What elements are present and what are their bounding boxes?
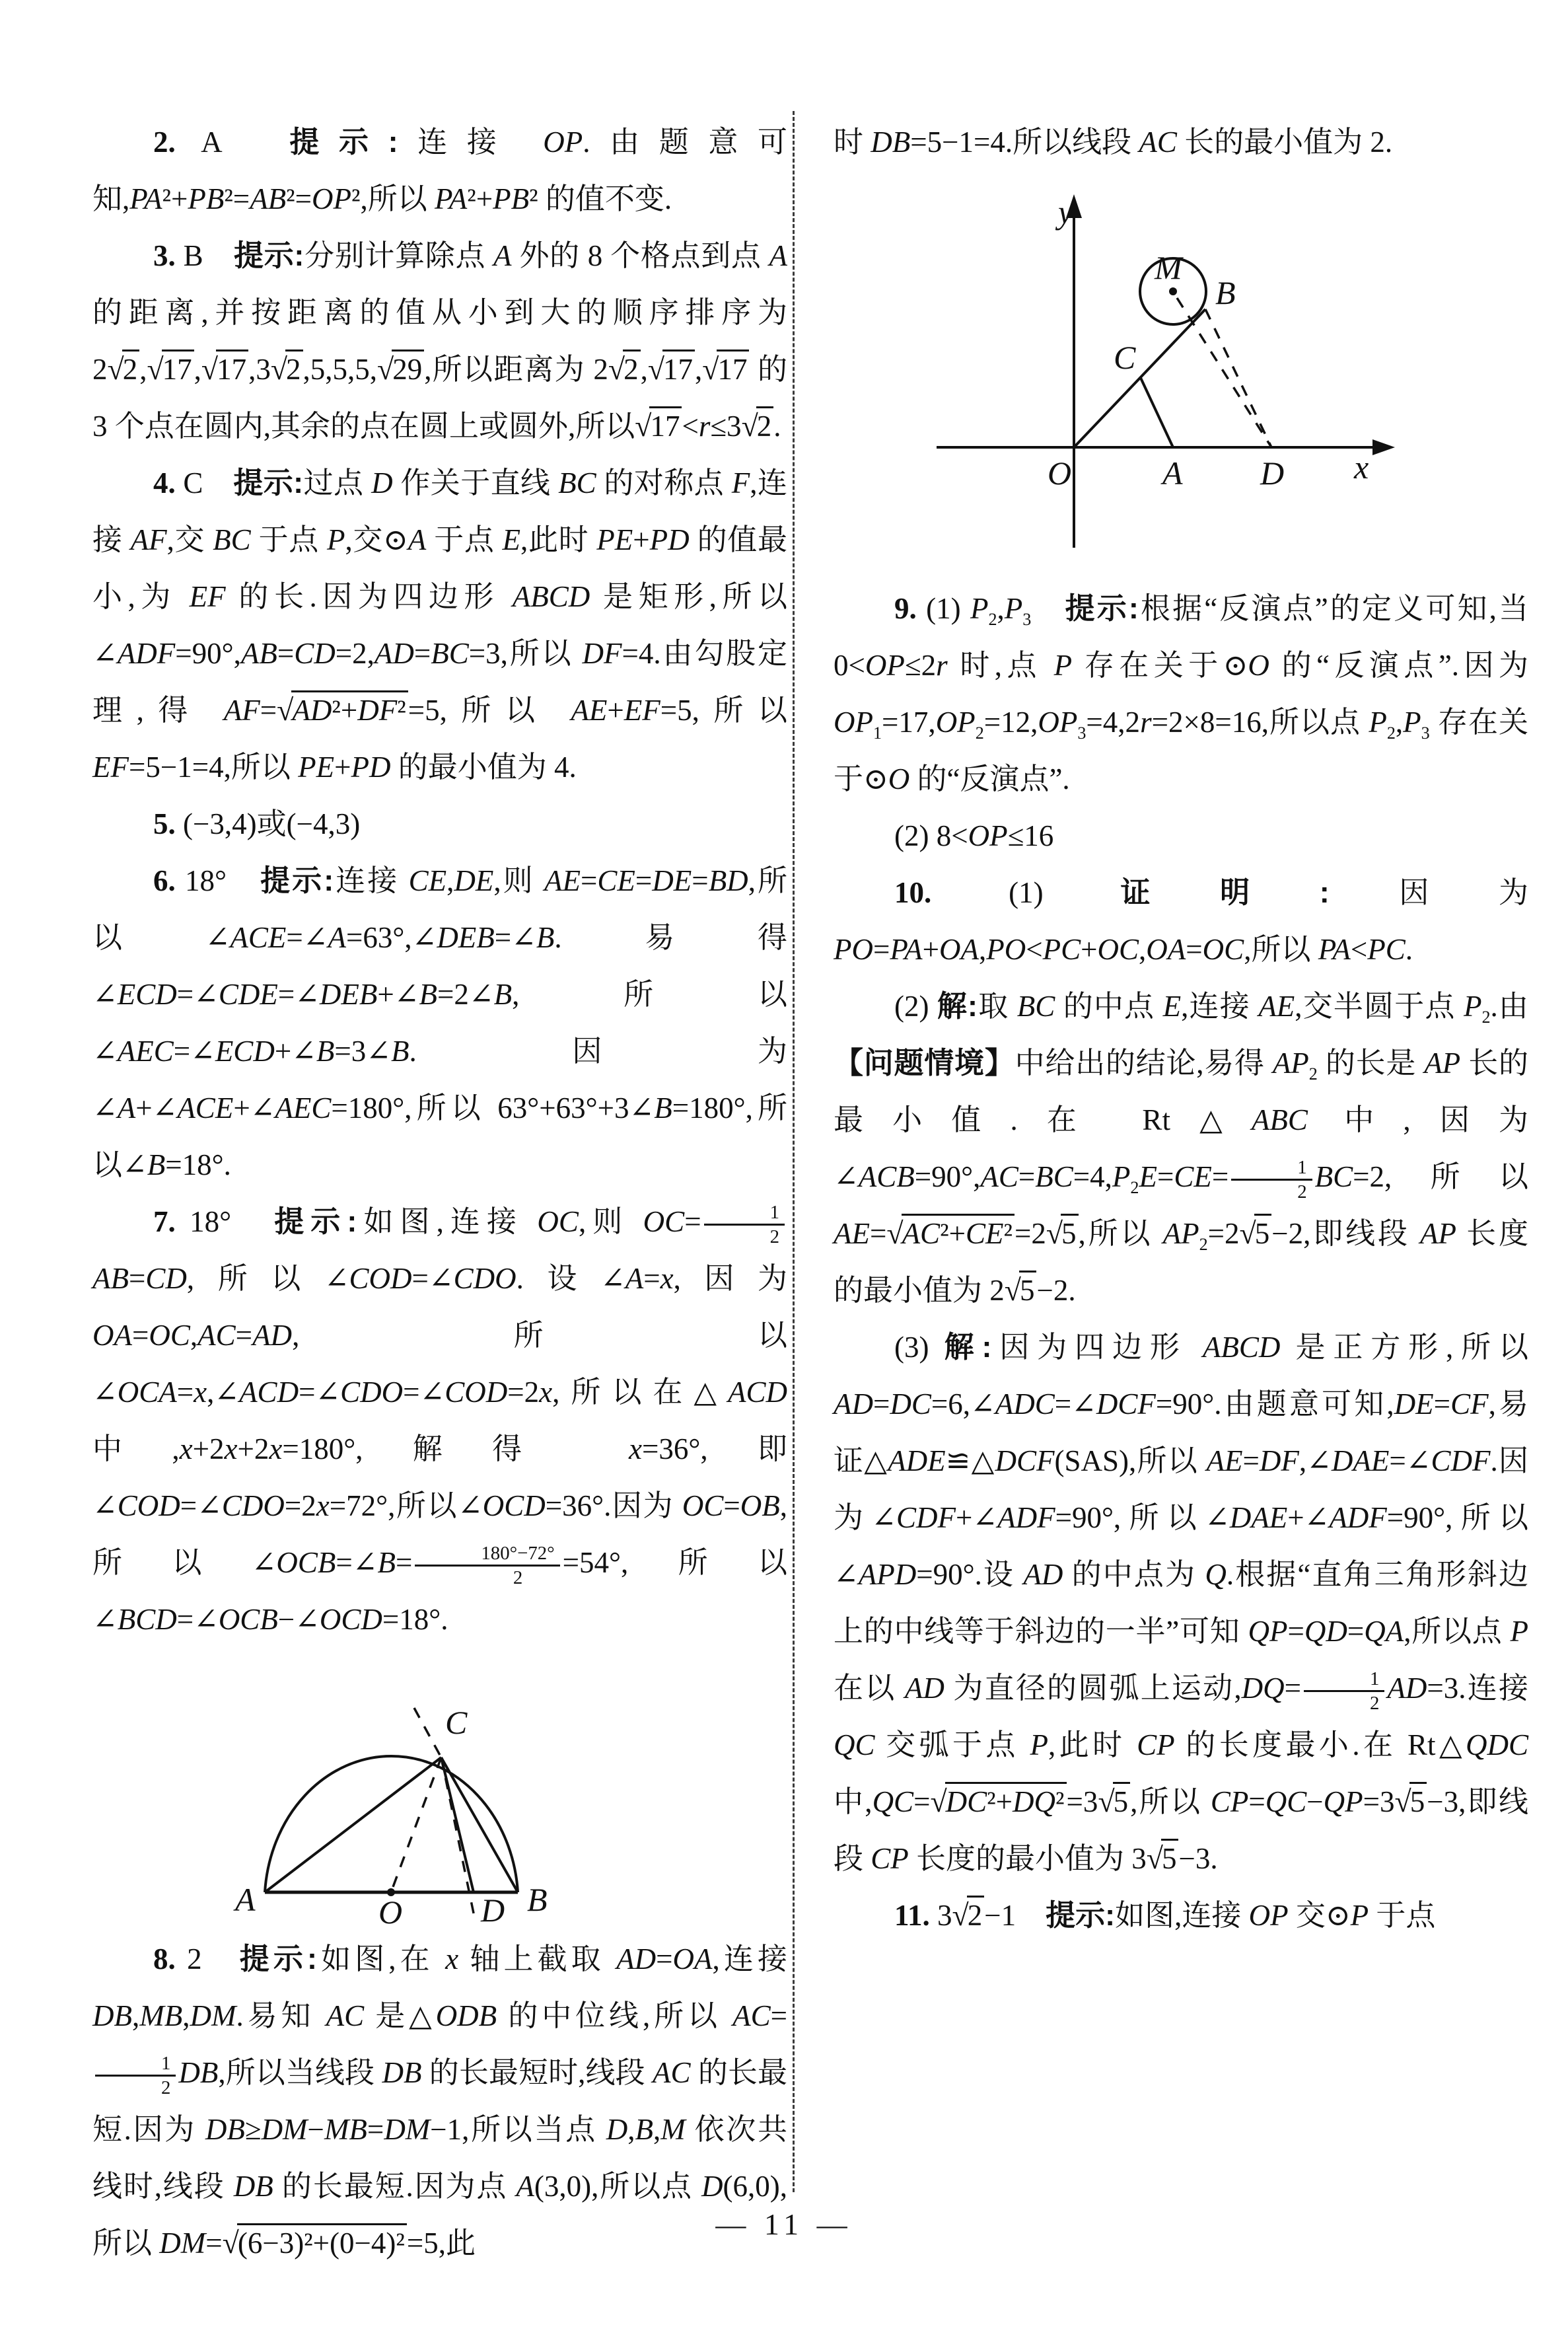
answer-10-part3: (3) 解:因为四边形 ABCD 是正方形,所以 AD=DC=6,∠ADC=∠DCF=90°.由题意可知,DE=CF,易证△ADE≌△DCF(SAS),所以 AE=DF,∠DAE=∠CDF.因为∠CDF+∠ADF=90°,所以∠DAE+∠ADF=90°,所以∠APD=90°.设 AD 的中点为 Q.根据“直角三角形斜边上的中线等于斜边的一半”可知 QP=QD=QA,所以点 P 在以 AD 为直径的圆弧上运动,DQ= $\frac{1}{2}$ AD=3.连接 QC 交弧于点 P,此时 CP 的长度最小.在 Rt△QDC 中,QC=√DC²+DQ²=3√5,所以 CP=QC−QP=3√5−3,即线段 CP 长度的最小值为 3√5−3. bbox=[834, 1330, 1528, 1875]
column-divider bbox=[793, 111, 795, 2192]
dashed-BD bbox=[1205, 309, 1271, 447]
label-D: D bbox=[1260, 455, 1285, 492]
answer-9: 9. (1) $P_2,P_3$ 提示:根据“反演点”的定义可知,当 0<OP≤2r 时,点 P 存在关于⊙O 的“反演点”.因为 $OP_1=17,OP_2=12,OP_3=4,2r=2\times 8=16$,所以点 $P_2,P_3$ 存在关于⊙O 的“反演点”. bbox=[834, 591, 1528, 795]
label-B: B bbox=[1215, 274, 1236, 311]
answer-8: 8. 2 提示:如图,在 x 轴上截取 AD=OA,连接 DB,MB,DM.易知 AC 是△ODB 的中位线,所以 AC= $\frac{1}{2}$ DB,所以当线段 DB 的长最短时,线段 AC 的长最短.因为 DB≥DM−MB=DM−1,所以当点 D,B,M 依次共线时,线段 DB 的长最短.因为点 A(3,0),所以点 D(6,0),所以 DM=√(6−3)²+(0−4)²=5,此 bbox=[92, 1942, 787, 2260]
label-B: B bbox=[527, 1881, 548, 1918]
answer-10-part2: (2) 解:取 BC 的中点 E,连接 AE,交半圆于点 $P_2$.由【问题情境】中给出的结论,易得 $AP_2$ 的长是 AP 长的最小值.在 Rt△ABC 中,因为$\angle ACB=90^\circ,AC=BC=4,P_2E=CE=$ $\frac{1}{2}$ BC=2,所以 AE=√AC²+CE²=2√5,所以 $AP_2=2√5-2$,即线段 AP 长度的最小值为 2√5−2. bbox=[834, 989, 1528, 1307]
answer-8-continued: 时 DB=5−1=4.所以线段 AC 长的最小值为 2. bbox=[834, 126, 1393, 159]
label-C: C bbox=[1114, 339, 1136, 376]
label-M: M bbox=[1155, 249, 1182, 286]
center-M-dot bbox=[1169, 287, 1177, 295]
dashed-C-through-D bbox=[441, 1757, 476, 1923]
segment-CA bbox=[1141, 378, 1173, 447]
answer-5: 5. (−3,4)或(−4,3) bbox=[153, 807, 361, 840]
segment-AC bbox=[265, 1757, 441, 1892]
answer-9-part2: (2) 8<OP≤16 bbox=[894, 819, 1054, 852]
answer-11: 11. 3√2−1 提示:如图,连接 OP 交⊙P 于点 bbox=[834, 1887, 1528, 1944]
segment-CB bbox=[441, 1757, 518, 1892]
answer-6: 6. 18° 提示:连接 CE,DE,则 AE=CE=DE=BD,所以∠ACE=∠A=63°,∠DEB=∠B.易得∠ECD=∠CDE=∠DEB+∠B=2∠B,所以∠AEC=∠ECD+∠B=3∠B.因为∠A+∠ACE+∠AEC=180°,所以 63°+63°+3∠B=180°,所以∠B=18°. bbox=[92, 864, 788, 1181]
label-C: C bbox=[445, 1704, 468, 1741]
segment-OB bbox=[1074, 309, 1205, 447]
left-column bbox=[92, 0, 787, 2271]
label-D: D bbox=[481, 1892, 505, 1924]
label-x: x bbox=[1354, 449, 1369, 486]
semicircle-figure bbox=[178, 1660, 614, 1924]
label-y: y bbox=[1058, 194, 1073, 231]
x-axis-arrow bbox=[1372, 439, 1395, 455]
answer-3: 3. B 提示:分别计算除点 A 外的 8 个格点到点 A 的距离,并按距离的值从小到大的顺序排序为 2√2,√17,√17,3√2,5,5,5,√29,所以距离为 2√2,√17,√17 的 3 个点在圆内,其余的点在圆上或圆外,所以√17<r≤3√2. bbox=[92, 239, 787, 443]
right-column bbox=[834, 0, 1528, 1944]
page-number: — 11 — bbox=[715, 2207, 853, 2241]
dashed-MD bbox=[1177, 298, 1271, 447]
label-O: O bbox=[378, 1894, 403, 1924]
coordinate-figure bbox=[917, 188, 1419, 558]
label-A: A bbox=[235, 1881, 256, 1918]
dashed-above-C bbox=[414, 1708, 441, 1757]
answer-2: 2. A 提示:连接 OP.由题意可知,PA²+PB²=AB²=OP²,所以 PA²+PB² 的值不变. bbox=[92, 125, 787, 215]
answer-7: 7. 18° 提示:如图,连接 OC,则 OC= $\frac{1}{2}$ AB=CD,所以∠COD=∠CDO.设∠A=x,因为 OA=OC,AC=AD,所以∠OCA=x,∠ACD=∠CDO=∠COD=2x,所以在△ACD 中,x+2x+2x=180°,解得 x=36°,即∠COD=∠CDO=2x=72°,所以∠OCD=36°.因为 OC=OB,所以∠OCB=∠B= $\frac{180^\circ-72^\circ}{2}$ =54°,所以∠BCD=∠OCB−∠OCD=18°. bbox=[92, 1201, 787, 1636]
answer-10-part1: 10. (1) 证明:因为 PO=PA+OA,PO<PC+OC,OA=OC,所以 PA<PC. bbox=[834, 875, 1528, 966]
label-A: A bbox=[1162, 455, 1183, 492]
answer-4: 4. C 提示:过点 D 作关于直线 BC 的对称点 F,连接 AF,交 BC 于点 P,交⊙A 于点 E,此时 PE+PD 的值最小,为 EF 的长.因为四边形 ABCD 是矩形,所以∠ADF=90°,AB=CD=2,AD=BC=3,所以 DF=4.由勾股定理,得 AF=√AD²+DF²=5,所以 AE+EF=5,所以 EF=5−1=4,所以 PE+PD 的最小值为 4. bbox=[92, 466, 787, 784]
label-O: O bbox=[1048, 455, 1072, 492]
